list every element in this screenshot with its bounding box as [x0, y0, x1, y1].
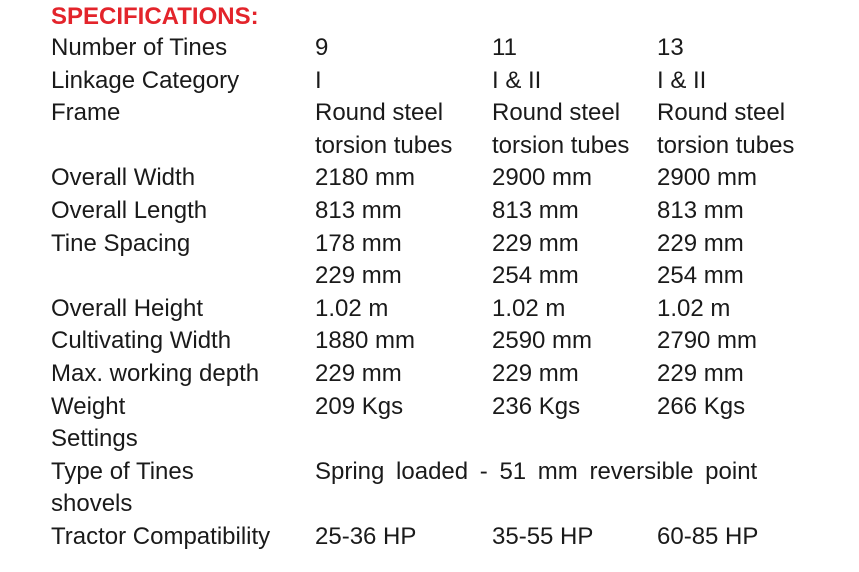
spec-value-13-tine: 60-85 HP [657, 522, 759, 550]
spec-value-11-tine: 2900 mm [492, 164, 593, 192]
spec-label: Cultivating Width [51, 327, 232, 355]
spec-value-11-tine: 1.02 m [492, 294, 566, 322]
spec-label: shovels [51, 490, 133, 518]
spec-value-13-tine: torsion tubes [657, 131, 795, 159]
spec-value-13-tine: 254 mm [657, 262, 744, 290]
spec-value-11-tine: Round steel [492, 99, 621, 127]
spec-value-13-tine: 1.02 m [657, 294, 731, 322]
spec-value-9-tine: 178 mm [315, 229, 402, 257]
spec-label: Overall Length [51, 196, 208, 224]
spec-label: Type of Tines [51, 457, 194, 485]
spec-value-11-tine: 2590 mm [492, 327, 593, 355]
spec-value-9-tine: 1.02 m [315, 294, 389, 322]
spec-label: Tine Spacing [51, 229, 191, 257]
spec-value-9-tine: Round steel [315, 99, 444, 127]
spec-value-13-tine: 813 mm [657, 196, 744, 224]
spec-label: Overall Height [51, 294, 204, 322]
spec-value-13-tine: 13 [657, 34, 684, 61]
spec-value-13-tine: I & II [657, 66, 707, 94]
spec-value-11-tine: I & II [492, 66, 542, 94]
spec-value-11-tine: 254 mm [492, 262, 579, 290]
spec-value-11-tine: 11 [492, 34, 517, 61]
spec-label: Overall Width [51, 164, 196, 192]
spec-value-9-tine: 813 mm [315, 196, 402, 224]
spec-label: Settings [51, 425, 138, 453]
spec-value-13-tine: 2790 mm [657, 327, 758, 355]
spec-label: Tractor Compatibility [51, 522, 271, 550]
spec-value-13-tine: 229 mm [657, 359, 744, 387]
spec-value-9-tine: 9 [315, 34, 329, 61]
spec-value-13-tine: 229 mm [657, 229, 744, 257]
specifications-heading: SPECIFICATIONS: [51, 3, 259, 30]
spec-value-13-tine: Round steel [657, 99, 786, 127]
spec-label: Linkage Category [51, 66, 240, 94]
spec-value-11-tine: 813 mm [492, 196, 579, 224]
spec-value-11-tine: 229 mm [492, 359, 579, 387]
spec-value-9-tine: I [315, 66, 322, 94]
spec-value-9-tine: 25-36 HP [315, 522, 417, 550]
spec-label: Number of Tines [51, 34, 228, 61]
spec-value-13-tine: 2900 mm [657, 164, 758, 192]
spec-value-all-models: Spring loaded - 51 mm reversible point [315, 457, 758, 485]
spec-value-11-tine: 236 Kgs [492, 392, 581, 420]
spec-value-11-tine: 229 mm [492, 229, 579, 257]
spec-value-13-tine: 266 Kgs [657, 392, 746, 420]
spec-value-9-tine: 2180 mm [315, 164, 416, 192]
spec-value-9-tine: 229 mm [315, 359, 402, 387]
spec-value-9-tine: 209 Kgs [315, 392, 404, 420]
spec-value-9-tine: 1880 mm [315, 327, 416, 355]
spec-value-11-tine: torsion tubes [492, 131, 630, 159]
spec-label: Max. working depth [51, 359, 260, 387]
spec-value-9-tine: 229 mm [315, 262, 402, 290]
spec-value-9-tine: torsion tubes [315, 131, 453, 159]
spec-label: Frame [51, 99, 121, 127]
spec-value-11-tine: 35-55 HP [492, 522, 594, 550]
spec-label: Weight [51, 392, 126, 420]
